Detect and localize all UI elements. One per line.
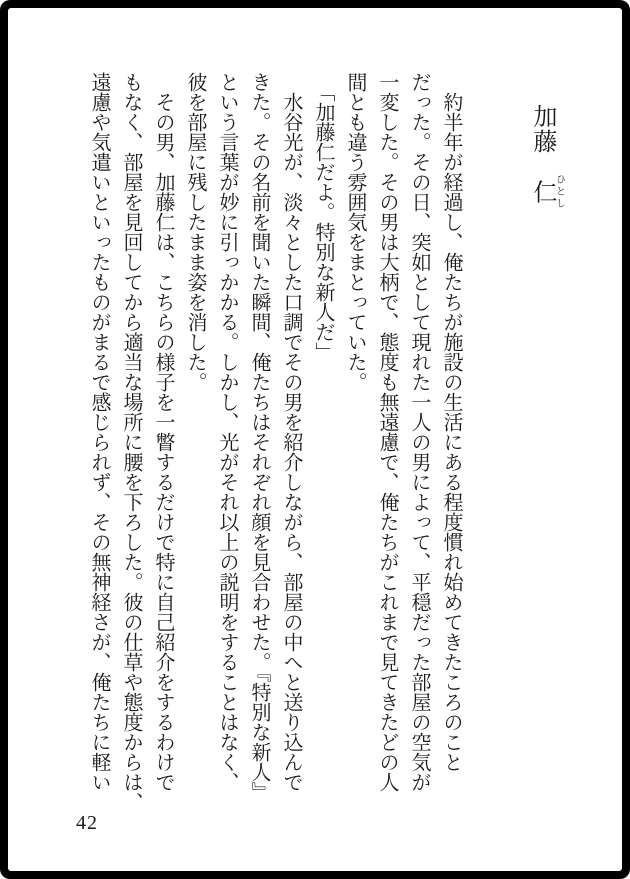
text-line: その男、加藤仁は、こちらの様子を一瞥するだけで特に自己紹介をするわけで (152, 72, 174, 792)
text-line: 間とも違う雰囲気をまとっていた。 (344, 72, 366, 392)
page-content (83, 72, 564, 820)
text-line: 水谷光が、淡々とした口調でその男を紹介しながら、部屋の中へと送り込んで (280, 72, 302, 792)
text-line: きた。その名前を聞いた瞬間、俺たちはそれぞれ顔を見合わせた。『特別な新人』 (248, 72, 270, 802)
text-line: 「加藤仁だよ。特別な新人だ」 (312, 72, 334, 362)
text-line: 約半年が経過し、俺たちが施設の生活にある程度慣れ始めてきたころのこと (440, 72, 462, 772)
chapter-title-given-ruby (529, 174, 565, 210)
body-text (83, 72, 467, 820)
text-line: 遠慮や気遣いといったものがまるで感じられず、その無神経さが、俺たちに軽い (88, 72, 110, 792)
book-page (8, 8, 622, 871)
text-line: 一変した。その男は大柄で、態度も無遠慮で、俺たちがこれまで見てきたどの人 (376, 72, 398, 792)
chapter-title-surname: 加藤 (529, 104, 555, 179)
chapter-title-furigana: ひとし (553, 174, 565, 210)
text-line: だった。その日、突如として現れた一人の男によって、平穏だった部屋の空気が (408, 72, 430, 792)
chapter-title-given: 仁 (529, 174, 555, 210)
text-line: もなく、部屋を見回してから適当な場所に腰を下ろした。彼の仕草や態度からは、 (120, 72, 142, 812)
text-line: という言葉が妙に引っかかる。しかし、光がそれ以上の説明をすることはなく、 (216, 72, 238, 792)
chapter-title (523, 72, 564, 820)
text-line: 彼を部屋に残したまま姿を消した。 (184, 72, 206, 392)
page-number: 42 (76, 812, 98, 834)
